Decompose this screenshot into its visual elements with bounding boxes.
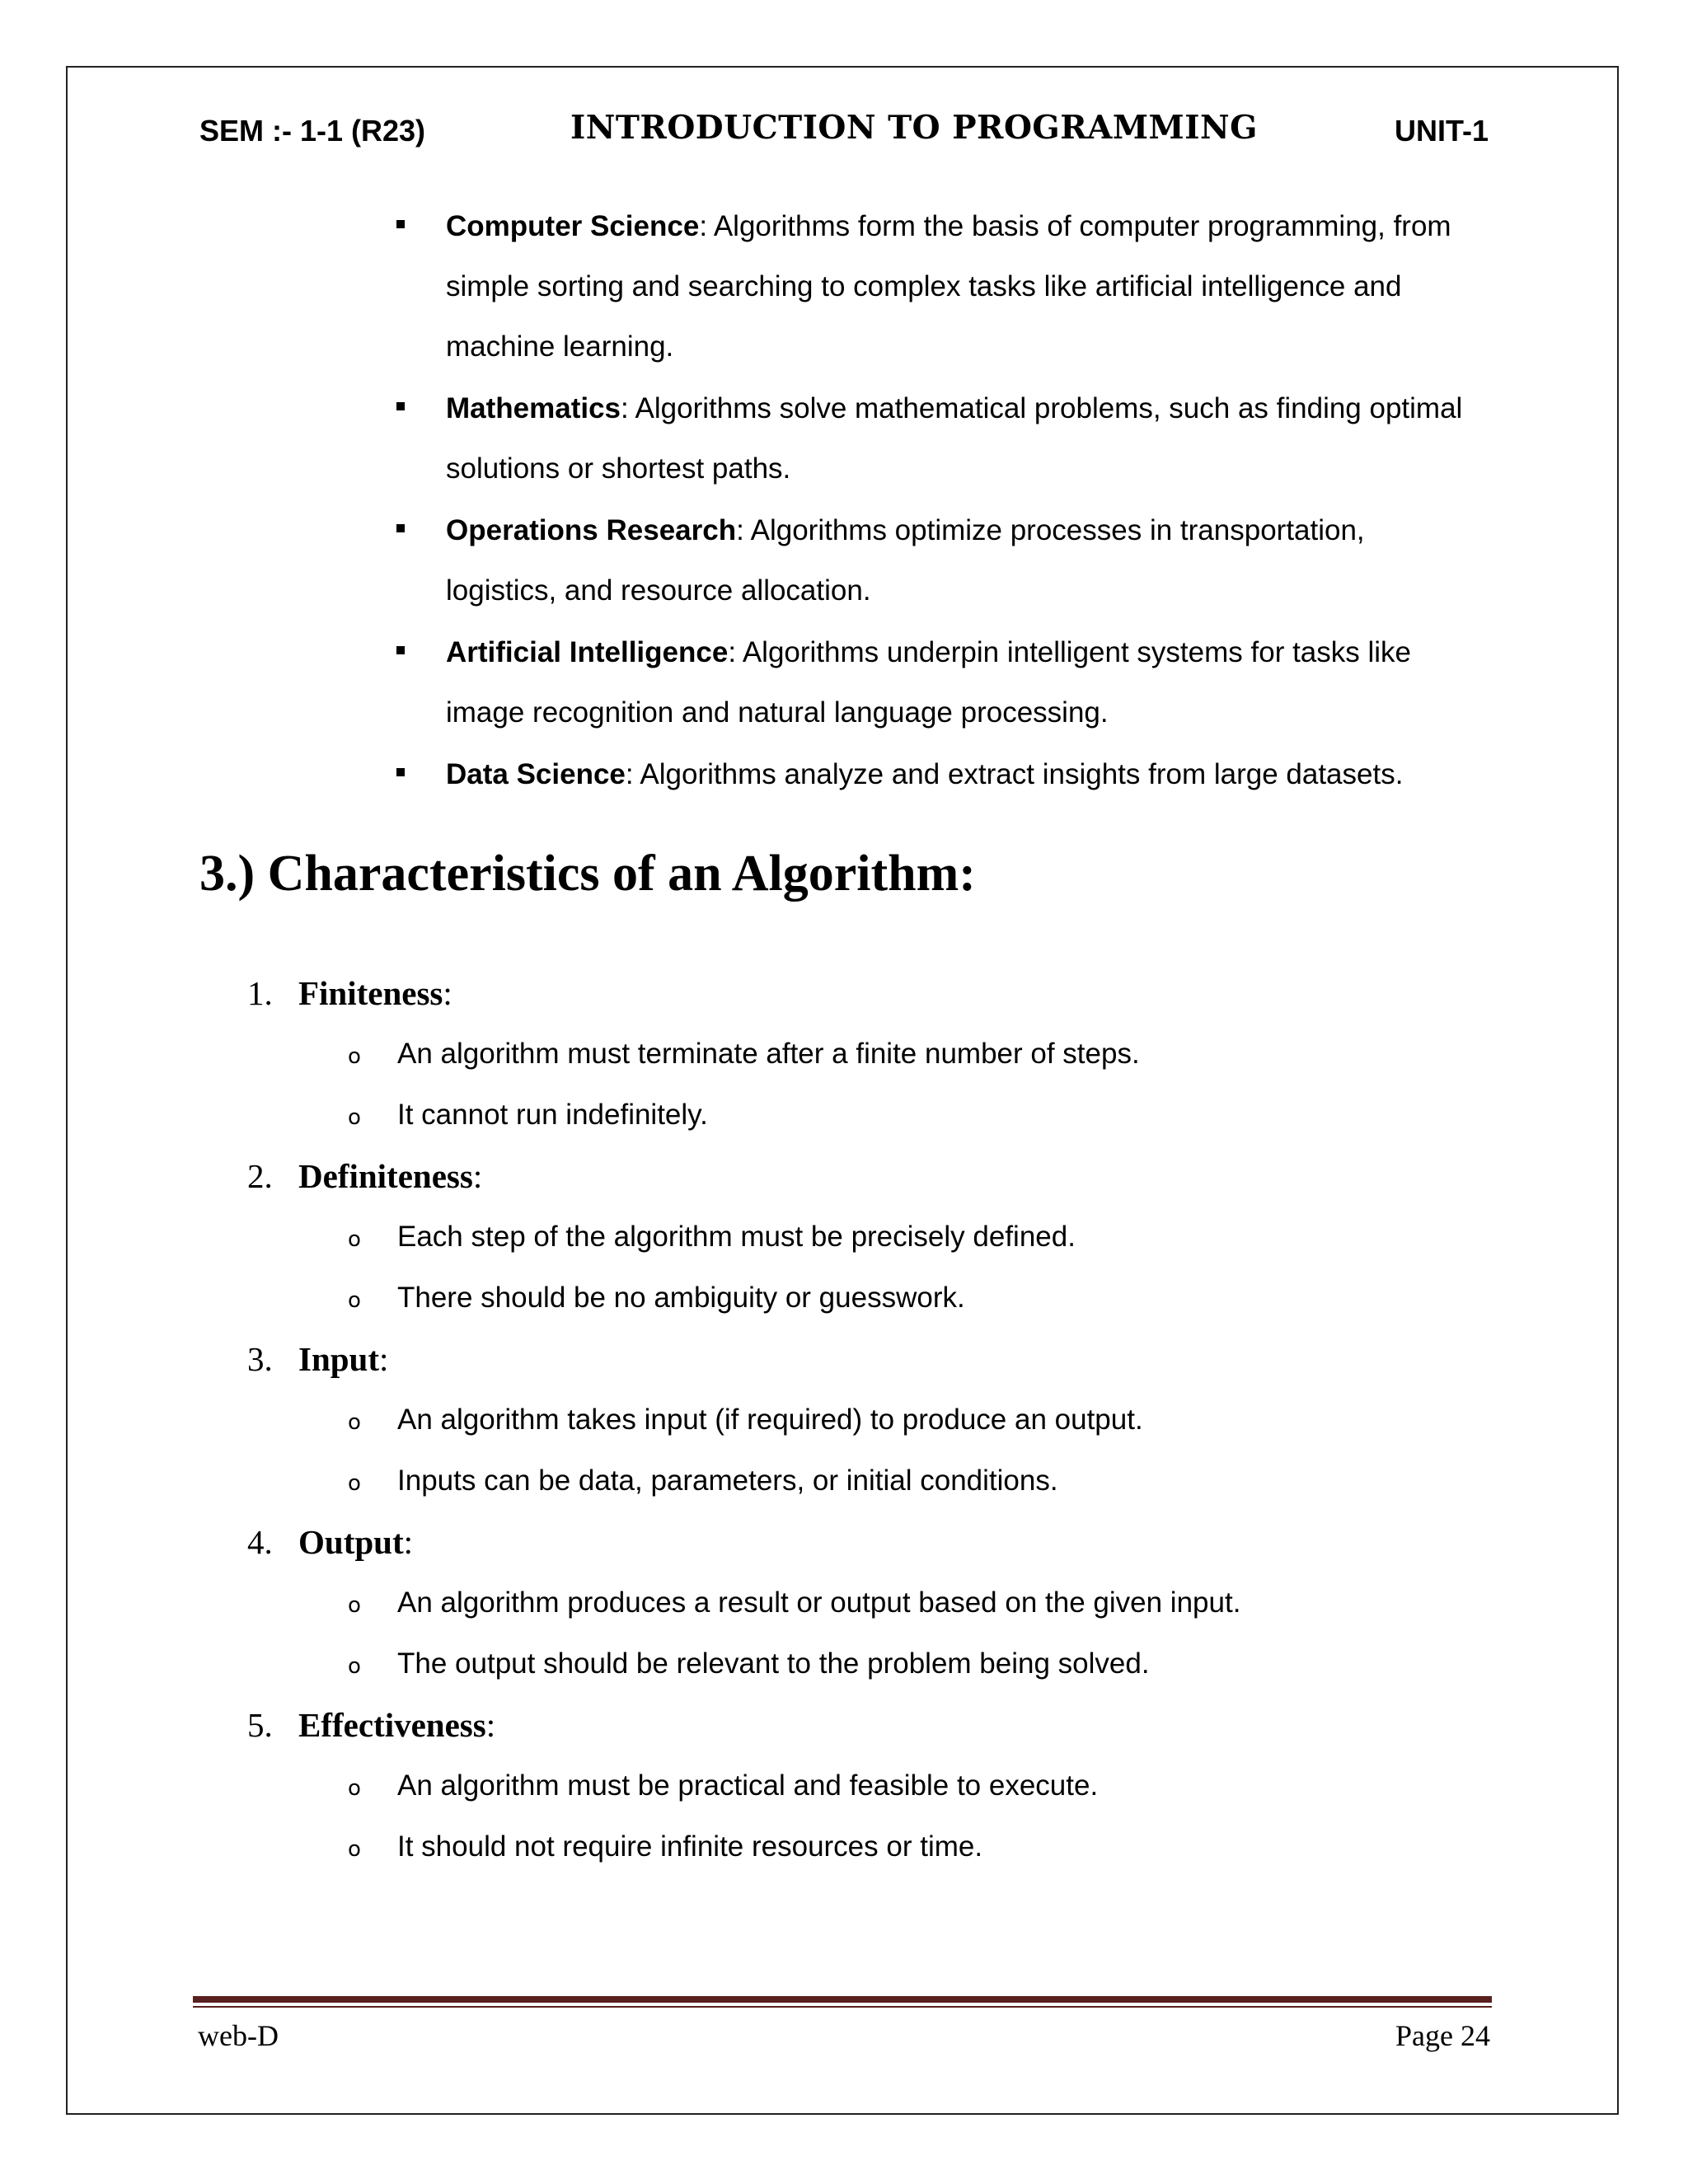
list-item xyxy=(0,1085,1688,1146)
point-text: An algorithm must be practical and feasible to execute. xyxy=(397,1769,1099,1802)
circle-bullet-icon: o xyxy=(348,1044,361,1069)
circle-bullet-icon: o xyxy=(348,1837,361,1862)
bullet-term: Operations Research xyxy=(446,514,737,546)
circle-bullet-icon: o xyxy=(348,1776,361,1801)
characteristics-list xyxy=(0,963,1688,1877)
bullet-term: Mathematics xyxy=(446,392,621,424)
point-text: Each step of the algorithm must be precisely defined. xyxy=(397,1221,1076,1253)
bullet-text: : Algorithms analyze and extract insights from large datasets. xyxy=(625,758,1404,790)
circle-bullet-icon: o xyxy=(348,1227,361,1252)
list-item xyxy=(0,1633,1688,1694)
bullet-text: : Algorithms solve mathematical problems, such as finding optimal solutions or shortest paths. xyxy=(446,392,1463,485)
item-colon: : xyxy=(403,1523,414,1561)
circle-bullet-icon: o xyxy=(348,1288,361,1313)
point-text: The output should be relevant to the problem being solved. xyxy=(397,1647,1150,1680)
header-semester: SEM :- 1-1 (R23) xyxy=(199,114,426,148)
list-item xyxy=(446,378,1476,499)
item-number: 4. xyxy=(247,1523,273,1561)
list-item xyxy=(0,1024,1688,1085)
item-colon: : xyxy=(485,1706,496,1744)
list-item xyxy=(0,1572,1688,1633)
item-title: Output xyxy=(298,1523,404,1561)
square-bullet-icon xyxy=(396,524,405,532)
point-text: An algorithm produces a result or output based on the given input. xyxy=(397,1586,1241,1619)
item-colon: : xyxy=(472,1157,483,1195)
characteristic-output xyxy=(0,1511,1688,1694)
list-item xyxy=(446,622,1476,743)
applications-list xyxy=(0,196,1688,804)
footer-divider-thin xyxy=(193,2006,1492,2008)
list-item xyxy=(0,1755,1688,1816)
item-number: 1. xyxy=(247,974,273,1012)
footer-label: web-D xyxy=(198,2019,279,2052)
characteristic-finiteness xyxy=(0,963,1688,1146)
item-title: Input xyxy=(298,1340,380,1378)
item-number: 5. xyxy=(247,1706,273,1744)
characteristic-input xyxy=(0,1329,1688,1511)
item-title: Definiteness xyxy=(298,1157,473,1195)
item-colon: : xyxy=(443,974,452,1012)
point-text: An algorithm takes input (if required) to produce an output. xyxy=(397,1404,1143,1436)
list-item xyxy=(0,1451,1688,1511)
list-item xyxy=(0,1268,1688,1329)
list-item xyxy=(446,196,1476,377)
item-number: 3. xyxy=(247,1340,273,1378)
list-item xyxy=(446,744,1476,804)
characteristic-definiteness xyxy=(0,1146,1688,1329)
point-text: It cannot run indefinitely. xyxy=(397,1099,708,1131)
bullet-term: Artificial Intelligence xyxy=(446,636,729,668)
point-text: Inputs can be data, parameters, or initial conditions. xyxy=(397,1465,1058,1497)
circle-bullet-icon: o xyxy=(348,1654,361,1679)
item-title: Finiteness xyxy=(298,974,443,1012)
circle-bullet-icon: o xyxy=(348,1410,361,1435)
point-text: An algorithm must terminate after a finite number of steps. xyxy=(397,1038,1140,1070)
list-item xyxy=(446,500,1476,621)
header-title: INTRODUCTION TO PROGRAMMING xyxy=(570,109,1258,147)
bullet-text: : Algorithms form the basis of computer programming, from simple sorting and searching to complex tasks like artificial intelligence and machine learning. xyxy=(446,210,1451,363)
section-heading: 3.) Characteristics of an Algorithm: xyxy=(199,846,976,902)
circle-bullet-icon: o xyxy=(348,1471,361,1496)
bullet-term: Computer Science xyxy=(446,210,700,242)
page-number: Page 24 xyxy=(1395,2019,1490,2052)
bullet-text: : Algorithms optimize processes in transportation, logistics, and resource allocation. xyxy=(446,514,1365,607)
circle-bullet-icon: o xyxy=(348,1593,361,1618)
point-text: There should be no ambiguity or guesswork. xyxy=(397,1282,965,1314)
header-unit: UNIT-1 xyxy=(1394,114,1489,148)
square-bullet-icon xyxy=(396,768,405,776)
footer-divider xyxy=(193,1996,1492,2003)
bullet-text: : Algorithms underpin intelligent systems for tasks like image recognition and natural language processing. xyxy=(446,636,1411,729)
point-text: It should not require infinite resources or time. xyxy=(397,1830,983,1863)
item-colon: : xyxy=(379,1340,389,1378)
list-item xyxy=(0,1390,1688,1451)
square-bullet-icon xyxy=(396,646,405,654)
list-item xyxy=(0,1207,1688,1268)
characteristic-effectiveness xyxy=(0,1694,1688,1877)
square-bullet-icon xyxy=(396,402,405,410)
bullet-term: Data Science xyxy=(446,758,626,790)
list-item xyxy=(0,1816,1688,1877)
item-number: 2. xyxy=(247,1157,273,1195)
item-title: Effectiveness xyxy=(298,1706,486,1744)
square-bullet-icon xyxy=(396,220,405,228)
circle-bullet-icon: o xyxy=(348,1105,361,1130)
